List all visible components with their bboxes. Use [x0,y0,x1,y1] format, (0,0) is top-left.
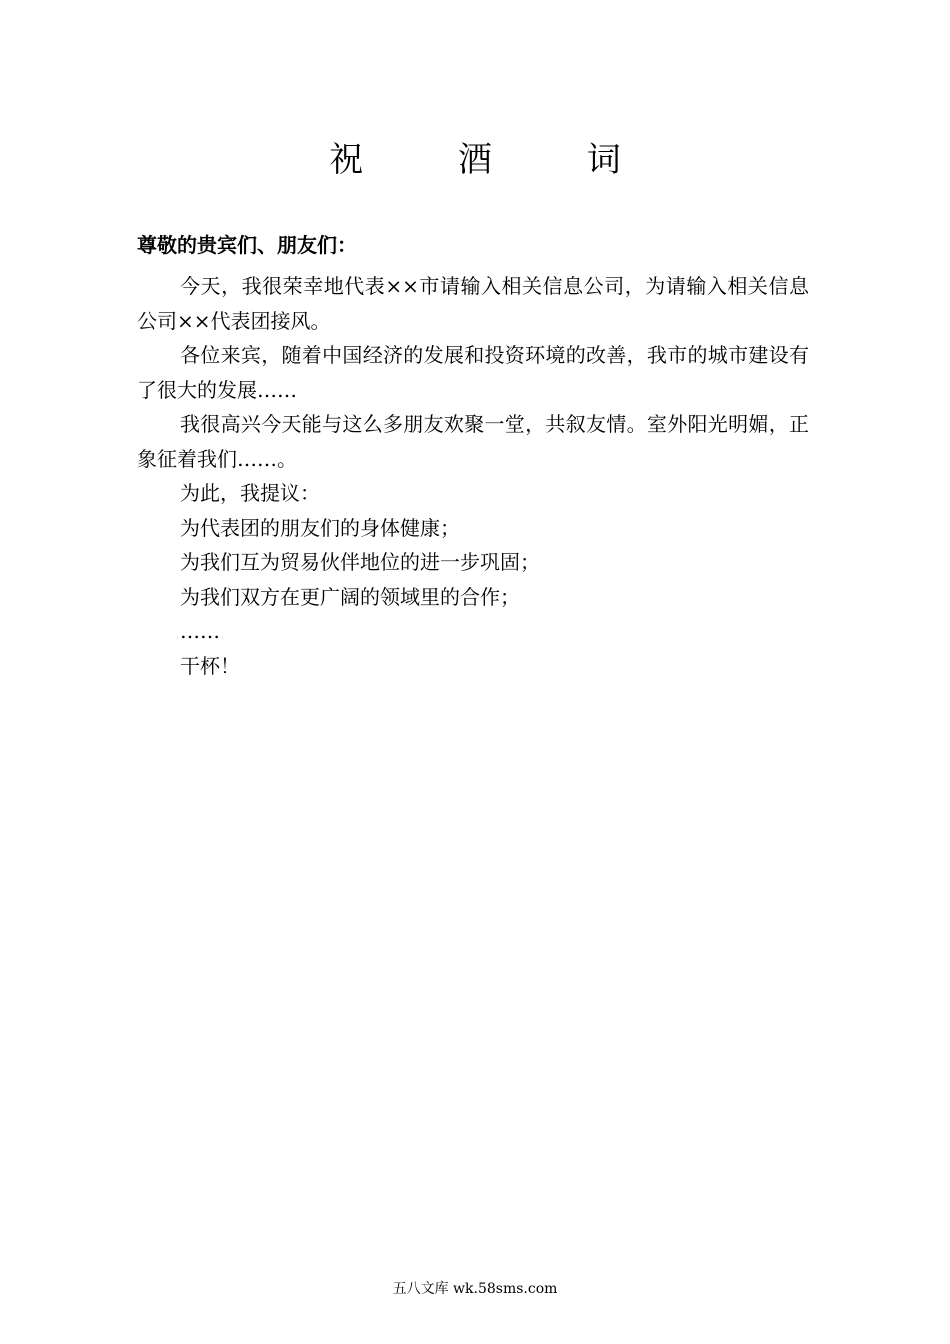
toast-line-ellipsis: …… [180,619,220,643]
paragraph-proposal: 为此，我提议： [180,481,320,505]
toast-line-health: 为代表团的朋友们的身体健康； [180,515,460,540]
document-title: 祝 酒 词 [329,140,663,180]
paragraph-friendship: 我很高兴今天能与这么多朋友欢聚一堂，共叙友情。室外阳光明媚，正象征着我们……。 [137,412,809,471]
toast-line-cooperation: 为我们双方在更广阔的领域里的合作； [180,584,520,609]
document-body [137,269,809,683]
footer-watermark: 五八文库 wk.58sms.com [392,1281,558,1297]
toast-line-cheers: 干杯！ [180,653,240,678]
paragraph-welcome: 今天，我很荣幸地代表××市请输入相关信息公司，为请输入相关信息公司××代表团接风。 [137,274,809,333]
toast-line-trade: 为我们互为贸易伙伴地位的进一步巩固； [180,550,540,574]
paragraph-development: 各位来宾，随着中国经济的发展和投资环境的改善，我市的城市建设有了很大的发展…… [137,343,809,402]
salutation: 尊敬的贵宾们、朋友们： [137,233,357,257]
